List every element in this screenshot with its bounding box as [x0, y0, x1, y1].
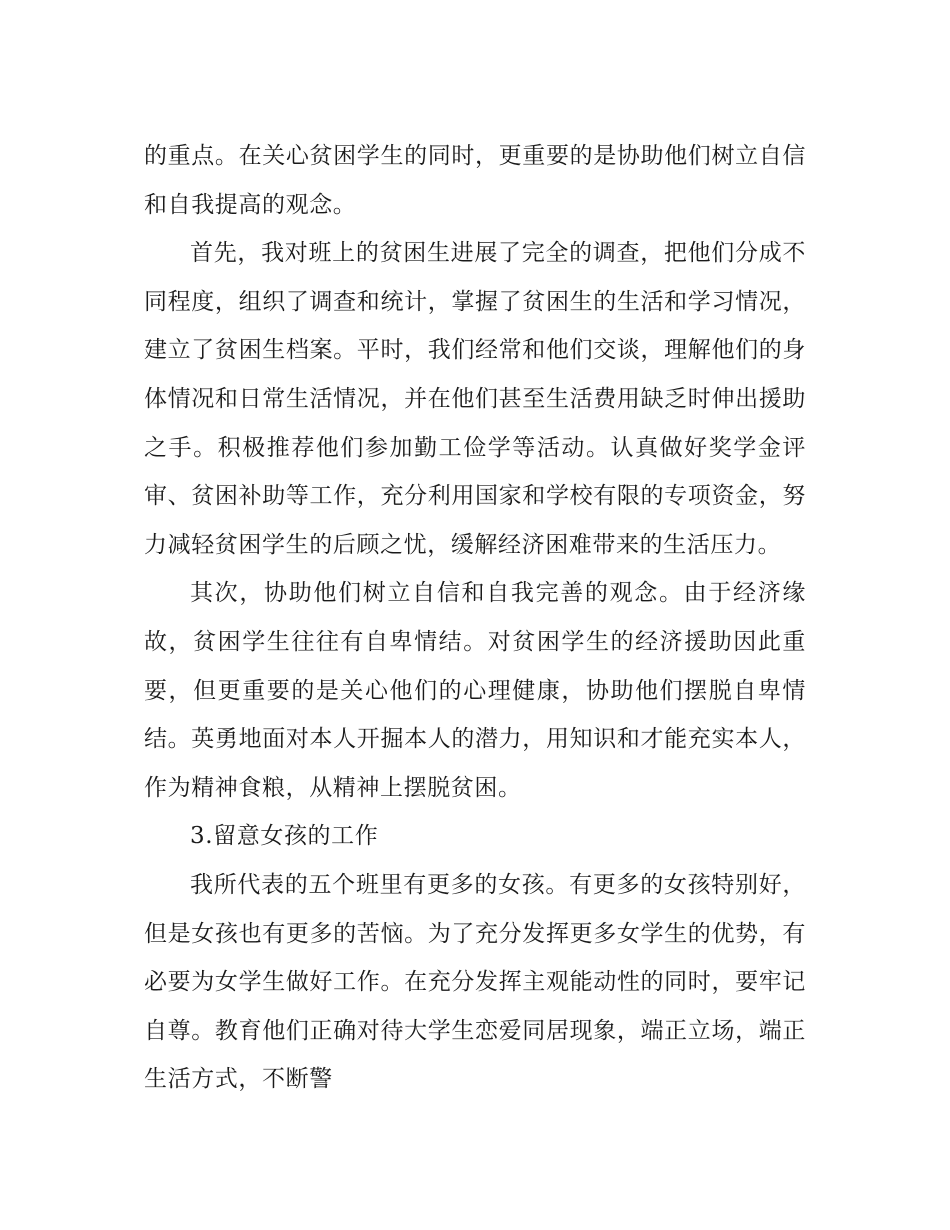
paragraph-poverty-survey: 首先，我对班上的贫困生进展了完全的调查，把他们分成不同程度，组织了调查和统计，掌握了贫困生的生活和学习情况，建立了贫困生档案。平时，我们经常和他们交谈，理解他们的身体情况和日常生活情况，并在他们甚至生活费用缺乏时伸出援助之手。积极推荐他们参加勤工俭学等活动。认真做好奖学金评审、贫困补助等工作，充分利用国家和学校有限的专项资金，努力减轻贫困学生的后顾之忧，缓解经济困难带来的生活压力。	[144, 240, 806, 558]
document-body	[144, 132, 806, 1104]
paragraph-female-students: 我所代表的五个班里有更多的女孩。有更多的女孩特别好，但是女孩也有更多的苦恼。为了充分发挥更多女学生的优势，有必要为女学生做好工作。在充分发挥主观能动性的同时，要牢记自尊。教育他们正确对待大学生恋爱同居现象，端正立场，端正生活方式，不断警	[144, 871, 806, 1093]
paragraph-continuation: 的重点。在关心贫困学生的同时，更重要的是协助他们树立自信和自我提高的观念。	[144, 143, 806, 218]
section-heading-female-students: 3.留意女孩的工作	[190, 823, 379, 850]
paragraph-confidence: 其次，协助他们树立自信和自我完善的观念。由于经济缘故，贫困学生往往有自卑情结。对贫困学生的经济援助因此重要，但更重要的是关心他们的心理健康，协助他们摆脱自卑情结。英勇地面对本人开掘本人的潜力，用知识和才能充实本人，作为精神食粮，从精神上摆脱贫困。	[144, 580, 806, 801]
